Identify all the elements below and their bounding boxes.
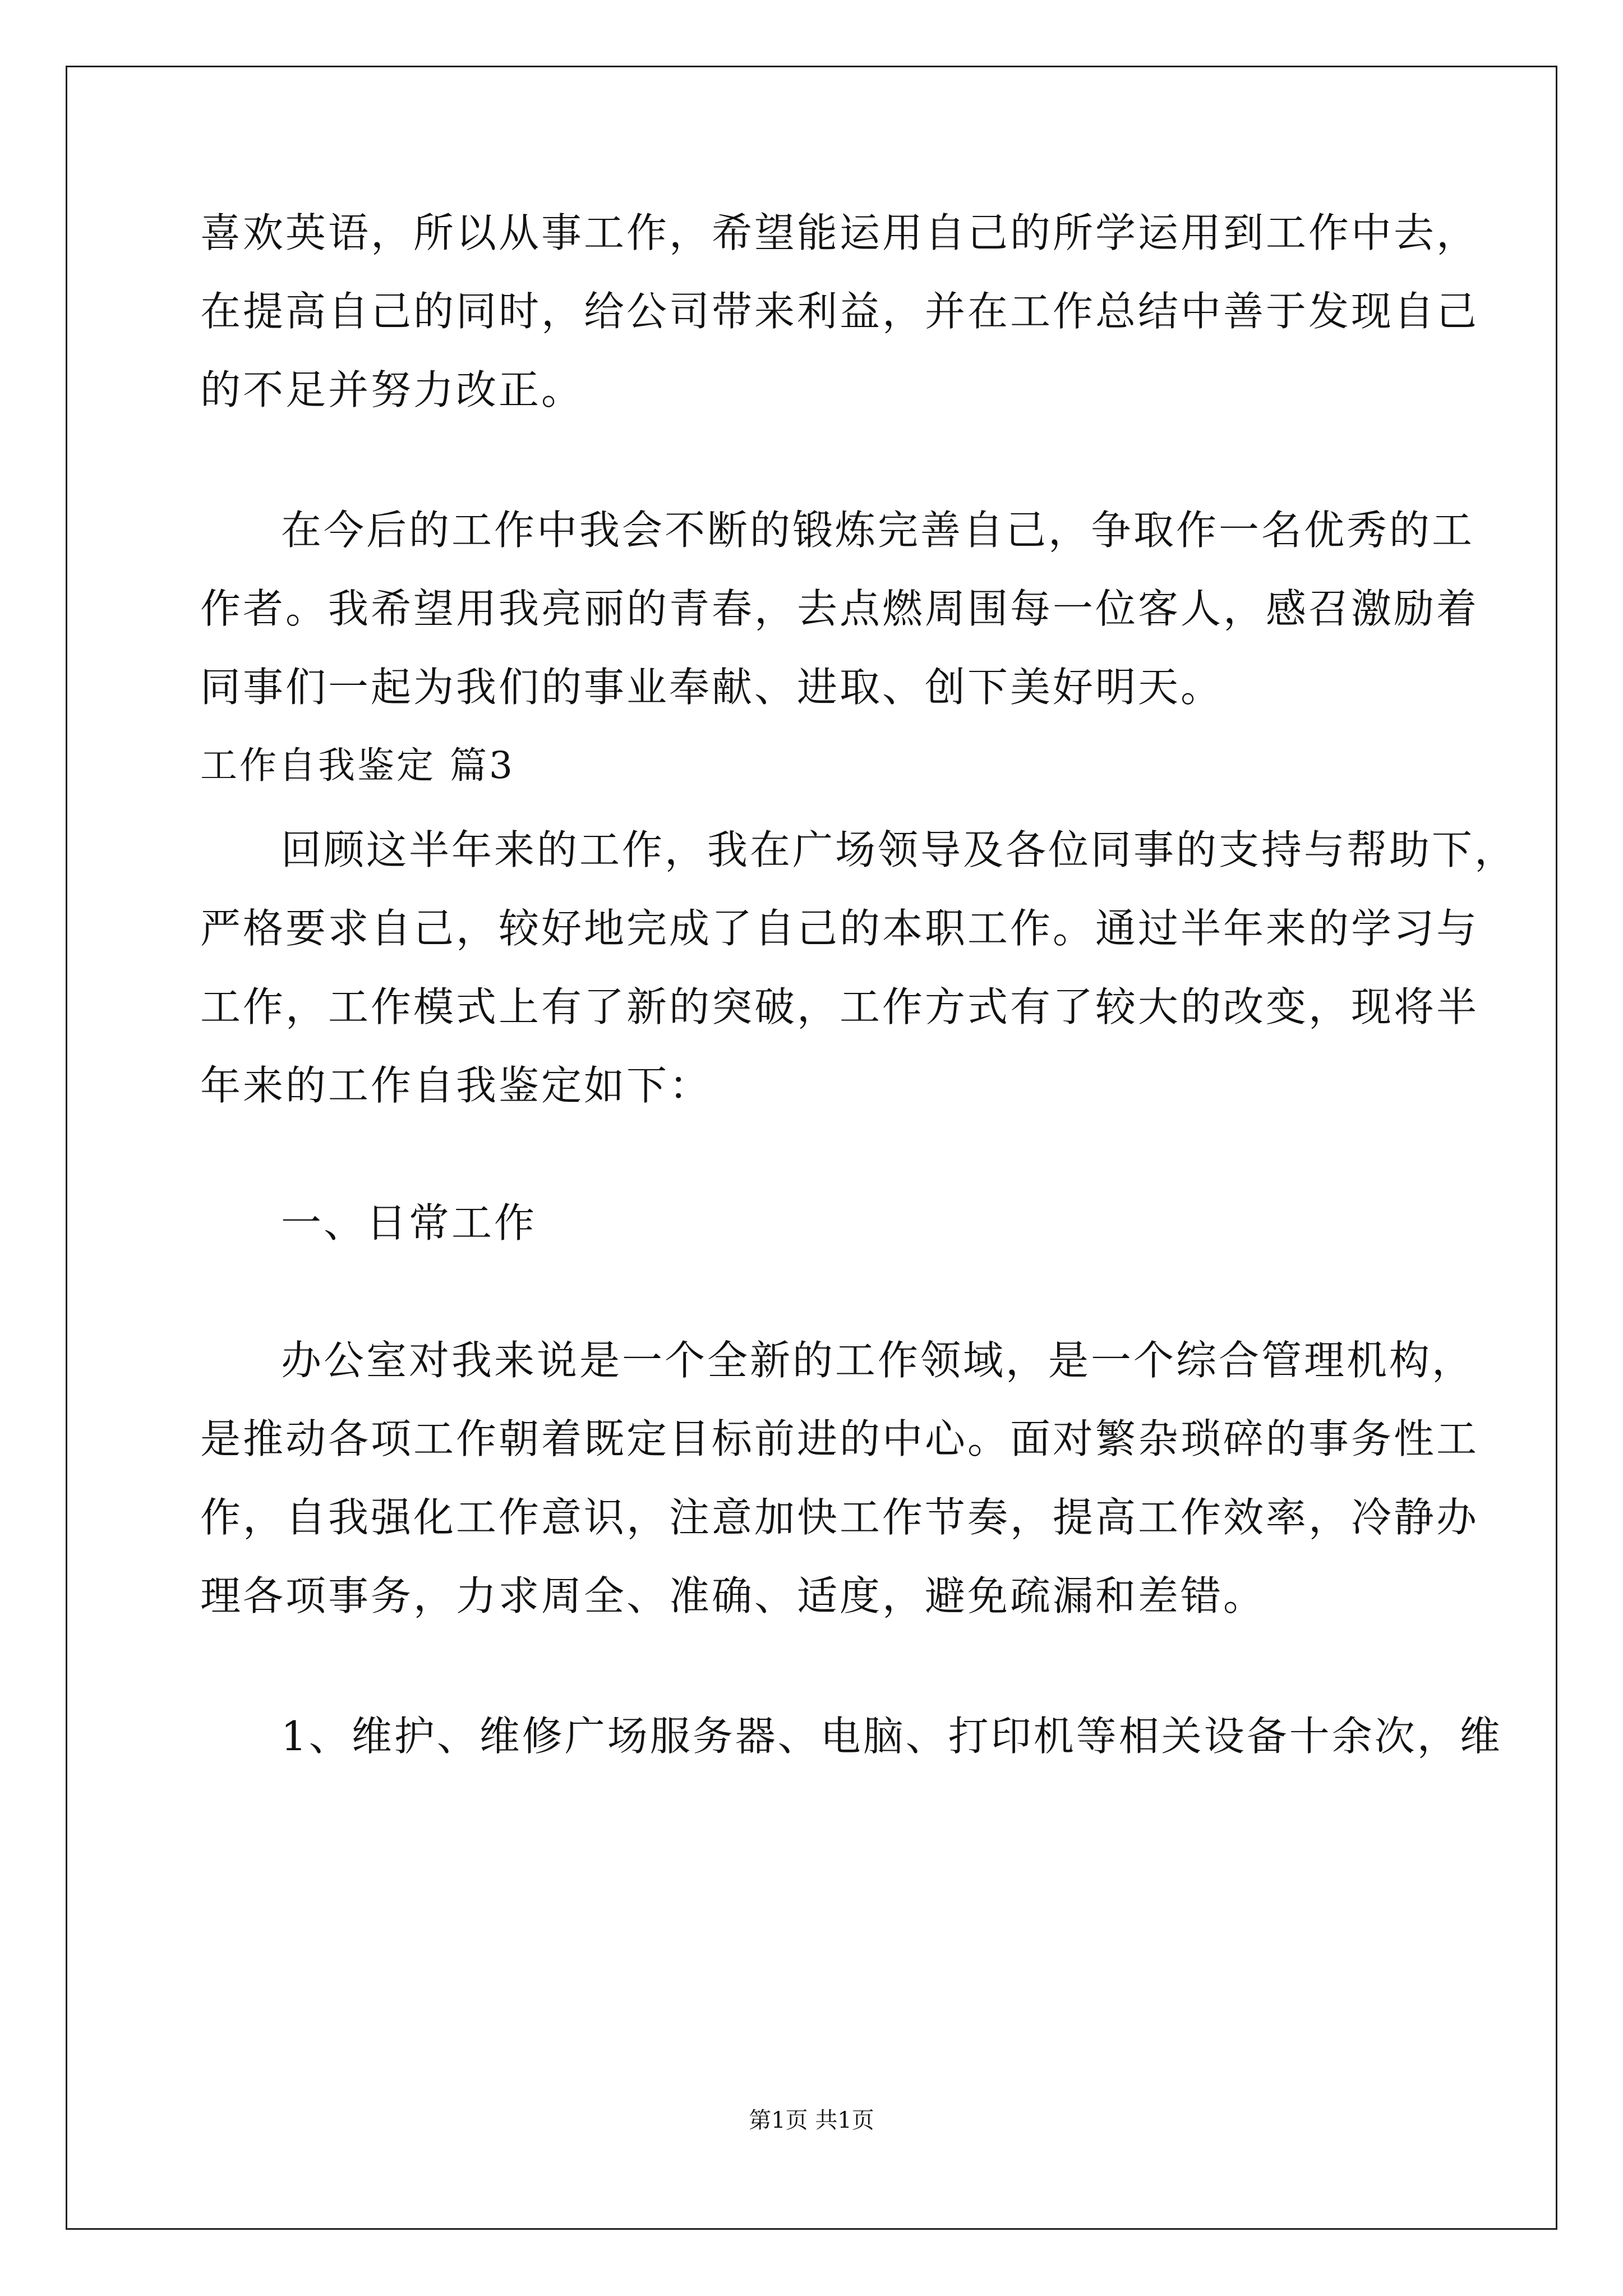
text-line: 是推动各项工作朝着既定目标前进的中心。面对繁杂琐碎的事务性工	[200, 1415, 1479, 1462]
text-line: 作，自我强化工作意识，注意加快工作节奏，提高工作效率，冷静办	[200, 1494, 1479, 1541]
text-line: 喜欢英语，所以从事工作，希望能运用自己的所学运用到工作中去，	[200, 209, 1479, 256]
paragraph-start-line: 1、维护、维修广场服务器、电脑、打印机等相关设备十余次，维	[281, 1713, 1502, 1760]
text-line: 年来的工作自我鉴定如下：	[200, 1062, 712, 1109]
section-heading: 工作自我鉴定 篇3	[200, 744, 515, 787]
text-line: 在提高自己的同时，给公司带来利益，并在工作总结中善于发现自己	[200, 288, 1479, 335]
text-line: 工作，工作模式上有了新的突破，工作方式有了较大的改变，现将半	[200, 983, 1479, 1030]
text-line: 同事们一起为我们的事业奉献、进取、创下美好明天。	[200, 664, 1224, 711]
paragraph-start-line: 办公室对我来说是一个全新的工作领域，是一个综合管理机构，	[281, 1337, 1475, 1384]
paragraph-start-line: 回顾这半年来的工作，我在广场领导及各位同事的支持与帮助下，	[281, 826, 1518, 873]
text-line: 作者。我希望用我亮丽的青春，去点燃周围每一位客人，感召激励着	[200, 585, 1479, 632]
paragraph-start-line: 在今后的工作中我会不断的锻炼完善自己，争取作一名优秀的工	[281, 507, 1475, 554]
subsection-heading: 一、日常工作	[281, 1199, 537, 1246]
text-line: 理各项事务，力求周全、准确、适度，避免疏漏和差错。	[200, 1572, 1266, 1619]
text-line: 严格要求自己，较好地完成了自己的本职工作。通过半年来的学习与	[200, 905, 1479, 952]
page-footer: 第1页 共1页	[749, 2108, 874, 2133]
text-line: 的不足并努力改正。	[200, 366, 584, 413]
